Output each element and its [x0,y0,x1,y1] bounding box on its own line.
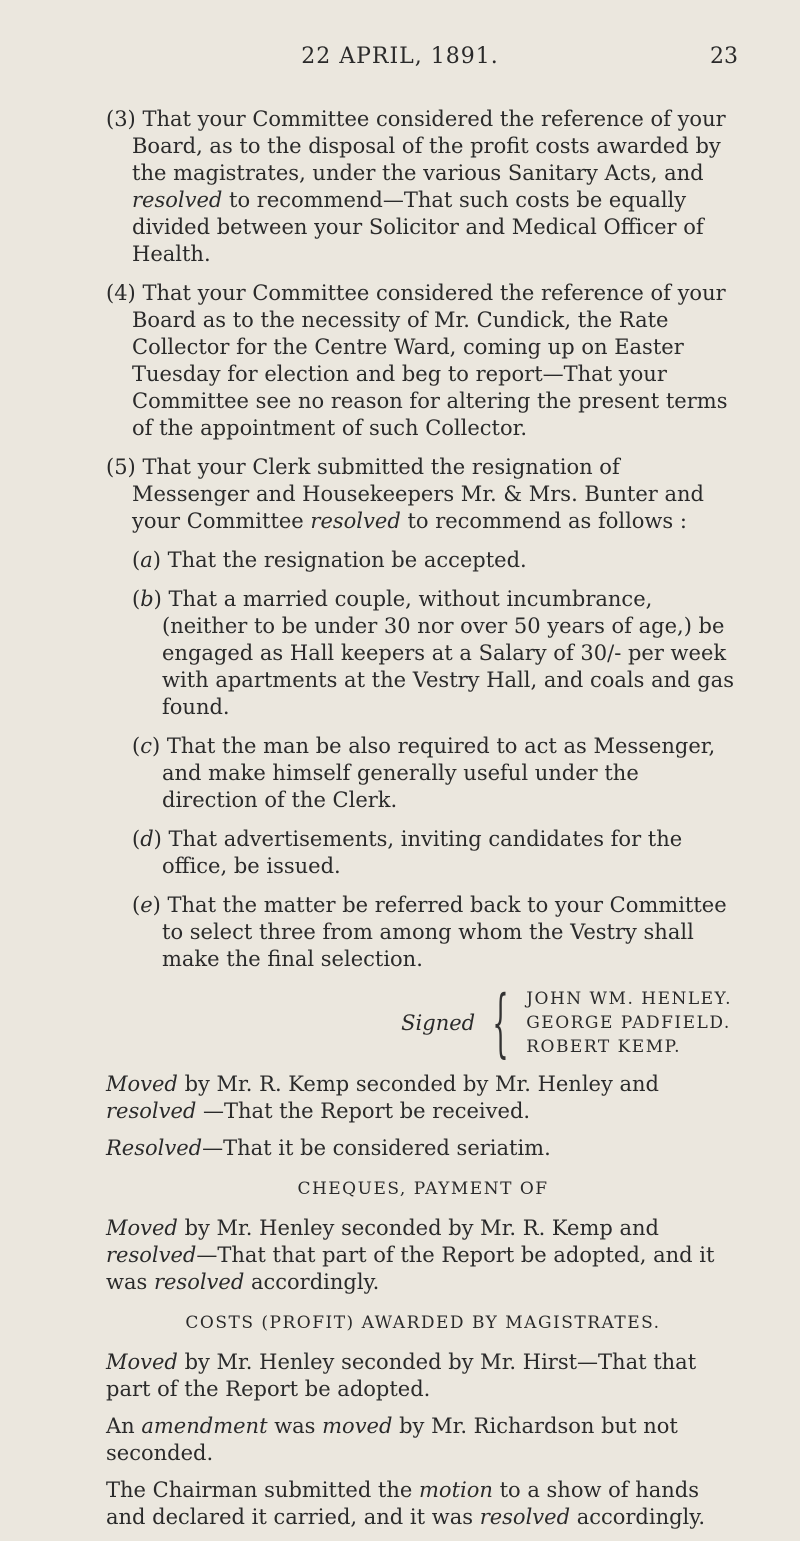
subitem-c: (c) That the man be also required to act as Messenger, and make himself generally useful under the direction of the Clerk. [132,734,716,812]
subitem-e: (e) That the matter be referred back to your Committee to select three from among whom the Vestry shall make the final selection. [132,893,727,971]
brace-glyph: { [492,980,509,1066]
document-body [106,106,740,1541]
subitem-d: (d) That advertisements, inviting candidates for the office, be issued. [132,827,683,878]
motion-cheques: Moved by Mr. Henley seconded by Mr. R. Kemp and resolved—That that part of the Report be adopted, and it was resolved accordingly. [106,1216,715,1294]
signatory-name: ROBERT KEMP. [526,1037,681,1057]
signature-block [106,980,732,1066]
motion-receive-report: Moved by Mr. R. Kemp seconded by Mr. Henley and resolved —That the Report be received. [106,1072,660,1123]
motion-costs: Moved by Mr. Henley seconded by Mr. Hirst—That that part of the Report be adopted. [106,1350,697,1401]
signatory-names [526,987,732,1059]
chairman-motion: The Chairman submitted the motion to a show of hands and declared it carried, and it was resolved accordingly. [106,1478,706,1529]
page-number: 23 [710,44,738,69]
section-heading-cheques: CHEQUES, PAYMENT OF [297,1179,549,1199]
signatory-name: GEORGE PADFIELD. [526,1013,731,1033]
section-heading-costs: COSTS (PROFIT) AWARDED BY MAGISTRATES. [185,1313,661,1333]
amendment-note: An amendment was moved by Mr. Richardson but not seconded. [106,1414,678,1465]
motion-seriatim: Resolved—That it be considered seriatim. [106,1136,551,1160]
item-5: (5) That your Clerk submitted the resignation of Messenger and Housekeepers Mr. & Mrs. Bunter and your Committee resolved to recommend as follows : [106,455,704,533]
item-4: (4) That your Committee considered the reference of your Board as to the necessity of Mr. Cundick, the Rate Collector for the Centre Ward, coming up on Easter Tuesday for election and beg to report—That your Committee see no reason for altering the present terms of the appointment of such Collector. [106,281,728,440]
signatory-name: JOHN WM. HENLEY. [526,989,732,1009]
page-header: 22 APRIL, 1891. [301,44,499,69]
subitem-b: (b) That a married couple, without incumbrance, (neither to be under 30 nor over 50 years of age,) be engaged as Hall keepers at a Salary of 30/- per week with apartments at the Vestry Hall, and coals and gas found. [132,587,734,719]
signed-label: Signed [401,1010,476,1035]
item-3: (3) That your Committee considered the reference of your Board, as to the disposal of the profit costs awarded by the magistrates, under the various Sanitary Acts, and resolved to recommend—That such costs be equally divided between your Solicitor and Medical Officer of Health. [106,107,726,266]
subitem-a: (a) That the resignation be accepted. [132,548,527,572]
